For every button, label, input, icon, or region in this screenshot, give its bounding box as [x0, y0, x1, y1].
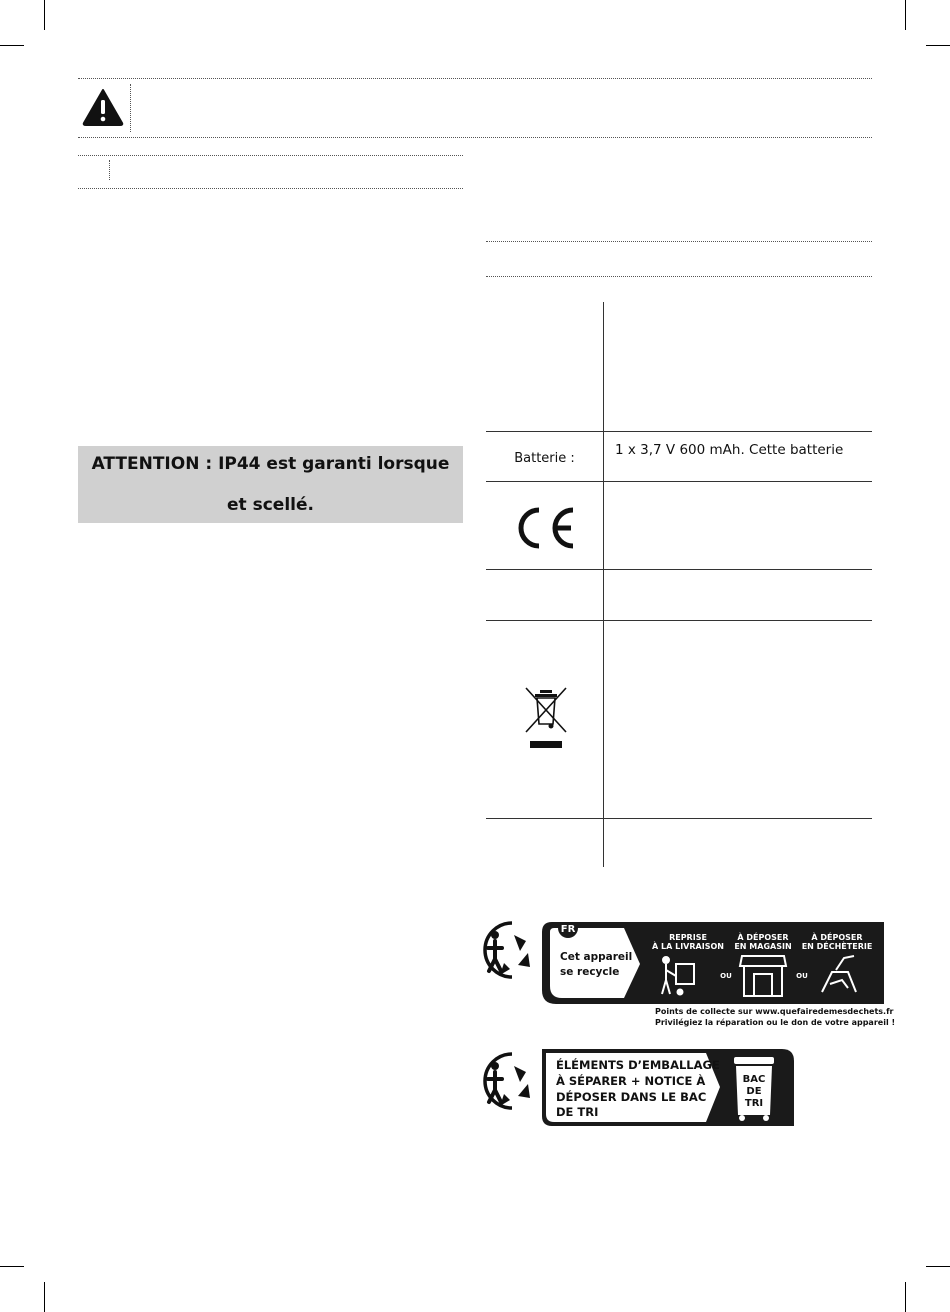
crop-mark [44, 1282, 45, 1312]
left-rule [78, 155, 463, 156]
badge-fr: FR [560, 924, 576, 935]
table-row-rule [486, 481, 872, 482]
appliance-lead-1: Cet appareil [560, 951, 633, 963]
attention-line-2: et scellé. [227, 495, 314, 515]
crop-mark [926, 1266, 950, 1267]
option3-line2: EN DÉCHÈTERIE [801, 942, 873, 951]
warning-triangle-icon [82, 88, 124, 126]
attention-line-1: ATTENTION : IP44 est garanti lorsque [91, 454, 450, 474]
packaging-line-3: DÉPOSER DANS LE BAC [556, 1090, 707, 1104]
option2-line2: EN MAGASIN [734, 942, 792, 951]
left-rule [78, 188, 463, 189]
crossed-out-bin-icon [524, 686, 568, 750]
right-rule [486, 276, 872, 277]
or-word-2: OU [796, 972, 808, 980]
packaging-line-2: À SÉPARER + NOTICE À [556, 1074, 706, 1088]
bin-text-1: BAC [742, 1074, 766, 1085]
crop-mark [44, 0, 45, 30]
ce-mark-icon [511, 504, 581, 552]
battery-value: 1 x 3,7 V 600 mAh. Cette batterie [615, 442, 844, 458]
banner-top-rule [78, 78, 872, 79]
sorting-bin-icon [734, 1057, 774, 1121]
table-row-rule [486, 818, 872, 819]
triman-packaging-banner [542, 1049, 794, 1126]
bin-text-2: DE [746, 1086, 762, 1097]
table-row-rule [486, 431, 872, 432]
option2-line1: À DÉPOSER [737, 933, 789, 942]
appliance-lead-2: se recycle [560, 966, 620, 978]
battery-label: Batterie : [514, 451, 575, 466]
crop-mark [926, 45, 950, 46]
or-word-1: OU [720, 972, 732, 980]
crop-mark [905, 1282, 906, 1312]
option1-line2: À LA LIVRAISON [652, 942, 724, 951]
banner-divider [130, 84, 131, 132]
table-row-rule [486, 569, 872, 570]
right-rule [486, 241, 872, 242]
triman-appliance-banner [542, 922, 884, 1006]
table-column-divider [603, 302, 604, 867]
table-row-rule [486, 620, 872, 621]
triman-logo-icon [470, 917, 540, 983]
crop-mark [0, 1266, 24, 1267]
attention-box [78, 446, 463, 523]
left-divider [109, 160, 110, 180]
option3-line1: À DÉPOSER [811, 933, 863, 942]
triman-footer-2: Privilégiez la réparation ou le don de votre appareil ! [655, 1018, 896, 1027]
triman-footer-1: Points de collecte sur www.quefairedemesdechets.fr [655, 1007, 894, 1016]
packaging-line-4: DE TRI [556, 1105, 599, 1119]
crop-mark [905, 0, 906, 30]
triman-logo-icon [470, 1048, 540, 1114]
option1-line1: REPRISE [669, 933, 707, 942]
packaging-line-1: ÉLÉMENTS D’EMBALLAGE [556, 1058, 720, 1072]
bin-text-3: TRI [744, 1098, 764, 1109]
crop-mark [0, 45, 24, 46]
banner-bottom-rule [78, 137, 872, 138]
